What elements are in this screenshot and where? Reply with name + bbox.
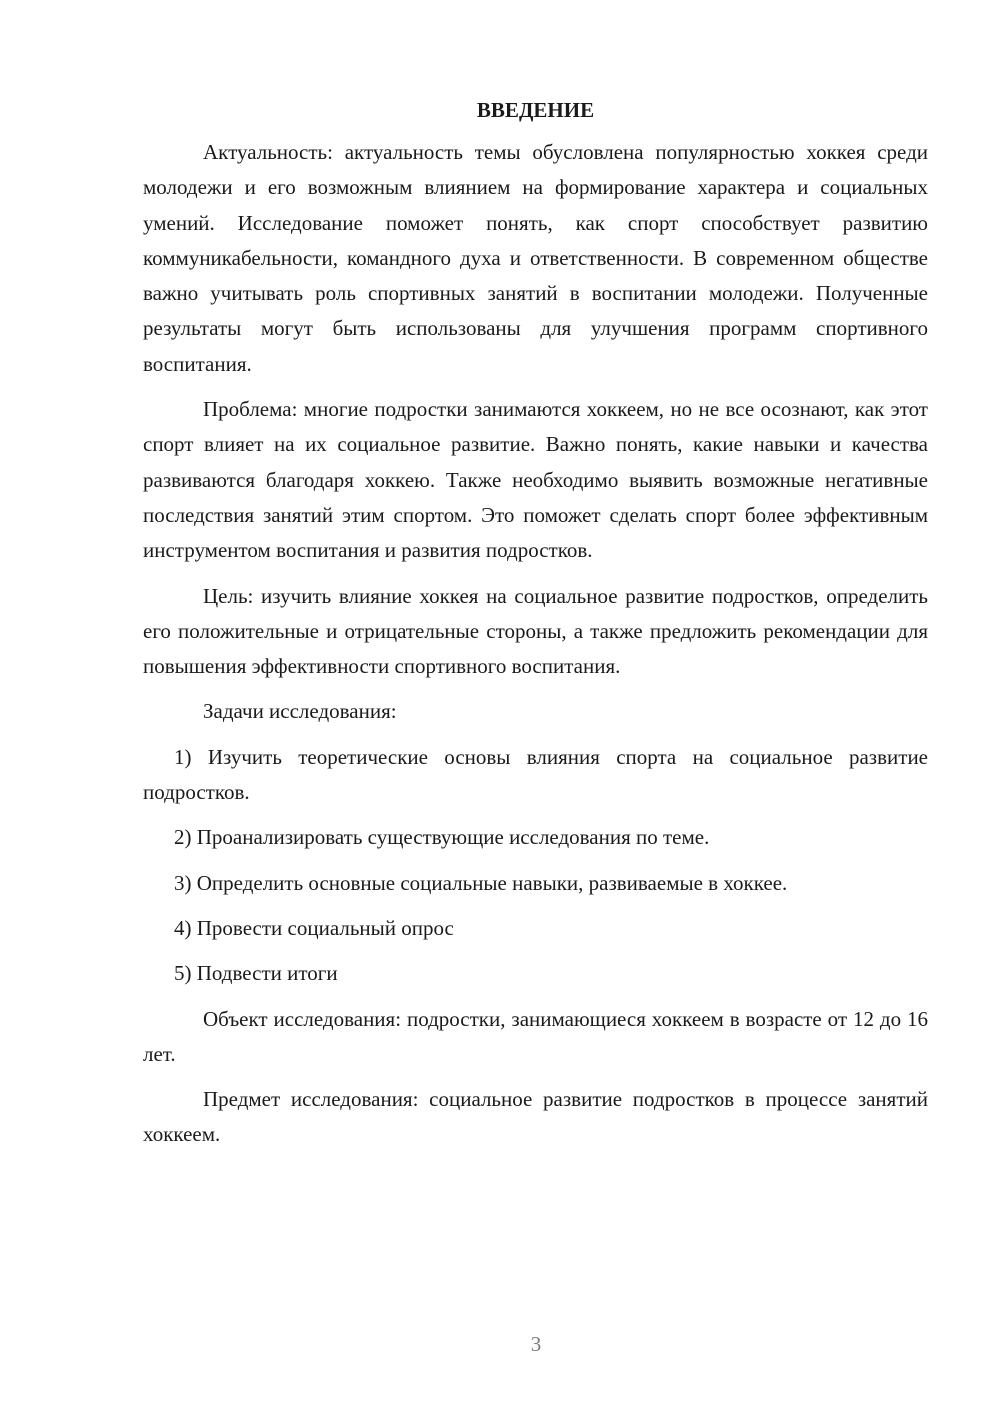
task-item-2: 2) Проанализировать существующие исследования по теме. bbox=[174, 825, 710, 850]
task-item-1: 1) Изучить теоретические основы влияния спорта на социальное развитие подростков. bbox=[143, 744, 928, 805]
task-item-3: 3) Определить основные социальные навыки, развиваемые в хоккее. bbox=[174, 870, 788, 895]
relevance-paragraph: Актуальность: актуальность темы обусловлена популярностью хоккея среди молодежи и его возможным влиянием на формирование характера и социальных умений. Исследование поможет понять, как спорт способствует развитию коммуникабельности, командного духа и ответственности. В современном обществе важно учитывать роль спортивных занятий в воспитании молодежи. Полученные результаты могут быть использованы для улучшения программ спортивного воспитания. bbox=[143, 140, 928, 376]
task-item-5: 5) Подвести итоги bbox=[174, 961, 338, 986]
page-number: 3 bbox=[530, 1332, 542, 1356]
tasks-heading: Задачи исследования: bbox=[203, 699, 397, 724]
object-paragraph: Объект исследования: подростки, занимающиеся хоккеем в возрасте от 12 до 16 лет. bbox=[143, 1006, 928, 1066]
task-item-4: 4) Провести социальный опрос bbox=[174, 915, 454, 940]
problem-paragraph: Проблема: многие подростки занимаются хоккеем, но не все осознают, как этот спорт влияет на их социальное развитие. Важно понять, какие навыки и качества развиваются благодаря хоккею. Также необходимо выявить возможные негативные последствия занятий этим спортом. Это поможет сделать спорт более эффективным инструментом воспитания и развития подростков. bbox=[143, 397, 928, 563]
page-heading: ВВЕДЕНИЕ bbox=[476, 98, 595, 122]
goal-paragraph: Цель: изучить влияние хоккея на социальное развитие подростков, определить его положительные и отрицательные стороны, а также предложить рекомендации для повышения эффективности спортивного воспитания. bbox=[143, 583, 928, 679]
page-content bbox=[143, 93, 928, 1153]
subject-paragraph: Предмет исследования: социальное развитие подростков в процессе занятий хоккеем. bbox=[143, 1087, 928, 1147]
